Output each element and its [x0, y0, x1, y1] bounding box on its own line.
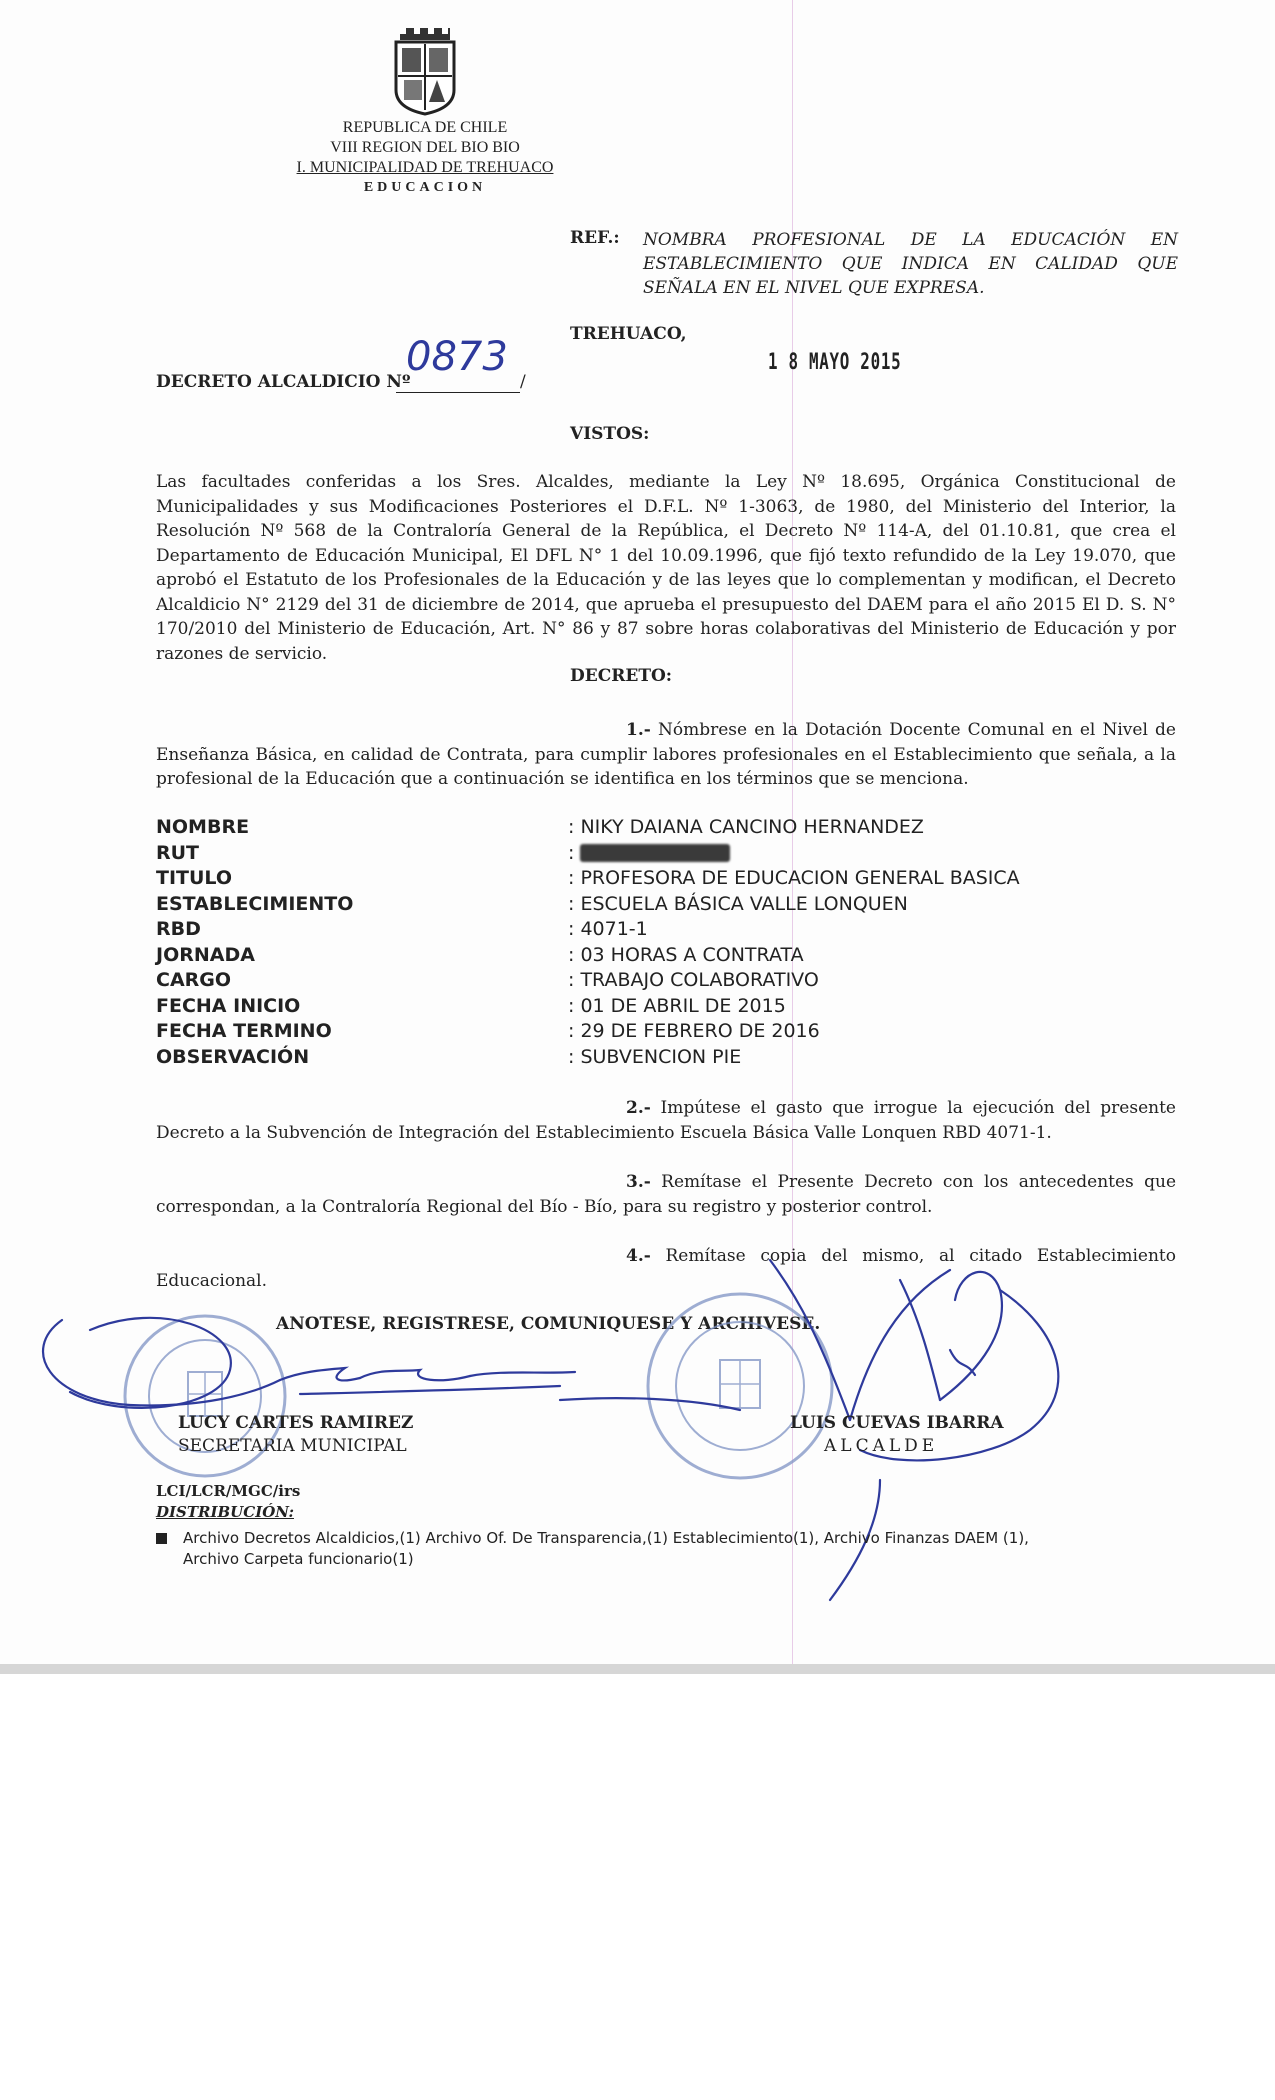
- letterhead: [255, 118, 595, 198]
- point-2-text: Impútese el gasto que irrogue la ejecución del presente Decreto a la Subvención de Integración del Establecimiento Escuela Básica Valle Lonquen RBD 4071-1.: [156, 1098, 1176, 1143]
- field-row: [156, 1045, 1176, 1071]
- decree-number-handwritten: 0873: [406, 334, 508, 380]
- field-row: [156, 815, 1176, 841]
- letterhead-municipality: I. MUNICIPALIDAD DE TREHUACO: [296, 159, 554, 176]
- letterhead-region: VIII REGION DEL BIO BIO: [330, 139, 520, 156]
- field-row: [156, 866, 1176, 892]
- decree-slash: /: [520, 372, 526, 392]
- signatory-secretary: [178, 1412, 413, 1458]
- ref-label: REF.:: [570, 228, 620, 248]
- bullet-icon: [156, 1533, 167, 1544]
- point-3: [156, 1170, 1176, 1219]
- field-row: [156, 917, 1176, 943]
- field-value: : ESCUELA BÁSICA VALLE LONQUEN: [568, 892, 908, 915]
- distribution-heading: DISTRIBUCIÓN:: [156, 1503, 294, 1521]
- list-item: [156, 1528, 1176, 1549]
- field-label: NOMBRE: [156, 816, 250, 838]
- ref-subject: NOMBRA PROFESIONAL DE LA EDUCACIÓN EN ESTABLECIMIENTO QUE INDICA EN CALIDAD QUE SEÑALA EN EL NIVEL QUE EXPRESA.: [643, 230, 1178, 298]
- point-1: [156, 718, 1176, 792]
- point-2-number: 2.-: [626, 1098, 651, 1118]
- field-label: FECHA INICIO: [156, 994, 301, 1017]
- decree-number-line: [396, 392, 520, 393]
- distribution-line-2: Archivo Carpeta funcionario(1): [183, 1550, 414, 1568]
- field-label: JORNADA: [156, 943, 255, 966]
- field-row: [156, 994, 1176, 1020]
- point-4-number: 4.-: [626, 1246, 651, 1266]
- field-value: : 4071-1: [568, 918, 648, 940]
- closing-formula: ANOTESE, REGISTRESE, COMUNIQUESE Y ARCHIVESE.: [276, 1314, 821, 1334]
- field-label: RUT: [156, 841, 200, 864]
- point-4: [156, 1244, 1176, 1293]
- decree-label: DECRETO ALCALDICIO Nº: [156, 372, 411, 392]
- signatory-mayor: [790, 1412, 1004, 1458]
- point-1-number: 1.-: [626, 720, 651, 740]
- point-3-text: Remítase el Presente Decreto con los antecedentes que correspondan, a la Contraloría Regional del Bío - Bío, para su registro y posterior control.: [156, 1172, 1176, 1217]
- field-value: : 03 HORAS A CONTRATA: [568, 943, 804, 966]
- letterhead-department: EDUCACION: [363, 180, 487, 195]
- field-label: CARGO: [156, 969, 232, 991]
- field-row: [156, 1019, 1176, 1045]
- field-value: : PROFESORA DE EDUCACION GENERAL BASICA: [568, 867, 1020, 889]
- distribution-line-1: Archivo Decretos Alcaldicios,(1) Archivo Of. De Transparencia,(1) Establecimiento(1), Archivo Finanzas DAEM (1),: [183, 1529, 1029, 1547]
- field-value: : NIKY DAIANA CANCINO HERNANDEZ: [568, 816, 924, 838]
- field-row: [156, 892, 1176, 918]
- point-2: [156, 1096, 1176, 1145]
- field-value: : SUBVENCION PIE: [568, 1045, 742, 1068]
- point-4-text: Remítase copia del mismo, al citado Establecimiento Educacional.: [156, 1246, 1176, 1291]
- vistos-text: Las facultades conferidas a los Sres. Alcaldes, mediante la Ley Nº 18.695, Orgánica Constitucional de Municipalidades y sus Modificaciones Posteriores el D.F.L. Nº 1-3063, de 1980, del Ministerio del Interior, la Resolución Nº 568 de la Contraloría General de la República, el Decreto Nº 114-A, del 01.10.81, que crea el Departamento de Educación Municipal, El DFL N° 1 del 10.09.1996, que fijó texto refundido de la Ley 19.070, que aprobó el Estatuto de los Profesionales de la Educación y de las leyes que lo complementan y modifican, el Decreto Alcaldicio N° 2129 del 31 de diciembre de 2014, que aprueba el presupuesto del DAEM para el año 2015 El D. S. N° 170/2010 del Ministerio de Educación, Art. N° 86 y 87 sobre horas colaborativas del Ministerio de Educación y por razones de servicio.: [156, 472, 1176, 664]
- redacted-rut: [580, 844, 730, 862]
- appointment-fields: [156, 815, 1176, 1070]
- field-row: [156, 968, 1176, 994]
- distribution-list: [156, 1528, 1176, 1570]
- point-1-text: Nómbrese en la Dotación Docente Comunal en el Nivel de Enseñanza Básica, en calidad de Contrata, para cumplir labores profesionales en el Establecimiento que señala, a la profesional de la Educación que a continuación se identifica en los términos que se menciona.: [156, 720, 1176, 789]
- decreto-heading: DECRETO:: [570, 666, 673, 686]
- field-value: : TRABAJO COLABORATIVO: [568, 969, 819, 991]
- point-3-number: 3.-: [626, 1172, 651, 1192]
- field-value: : 29 DE FEBRERO DE 2016: [568, 1020, 820, 1042]
- field-row: [156, 841, 1176, 867]
- field-value: : 01 DE ABRIL DE 2015: [568, 994, 786, 1017]
- field-label: OBSERVACIÓN: [156, 1045, 310, 1068]
- letterhead-country: REPUBLICA DE CHILE: [342, 119, 508, 136]
- mayor-name: LUIS CUEVAS IBARRA: [790, 1413, 1004, 1433]
- secretary-name: LUCY CARTES RAMIREZ: [178, 1413, 414, 1433]
- field-row: [156, 943, 1176, 969]
- scan-bottom-edge: [0, 1664, 1275, 1674]
- field-label: FECHA TERMINO: [156, 1020, 332, 1042]
- field-label: TITULO: [156, 867, 232, 889]
- field-label: RBD: [156, 918, 201, 940]
- secretary-title: SECRETARIA MUNICIPAL: [178, 1436, 407, 1456]
- place: TREHUACO,: [570, 324, 687, 344]
- date-stamp: 1 8 MAYO 2015: [768, 350, 902, 375]
- reference-initials: LCI/LCR/MGC/irs: [156, 1482, 301, 1500]
- mayor-title: ALCALDE: [824, 1436, 939, 1456]
- field-label: ESTABLECIMIENTO: [156, 892, 354, 915]
- vistos-heading: VISTOS:: [570, 424, 650, 444]
- field-value: :: [568, 841, 575, 864]
